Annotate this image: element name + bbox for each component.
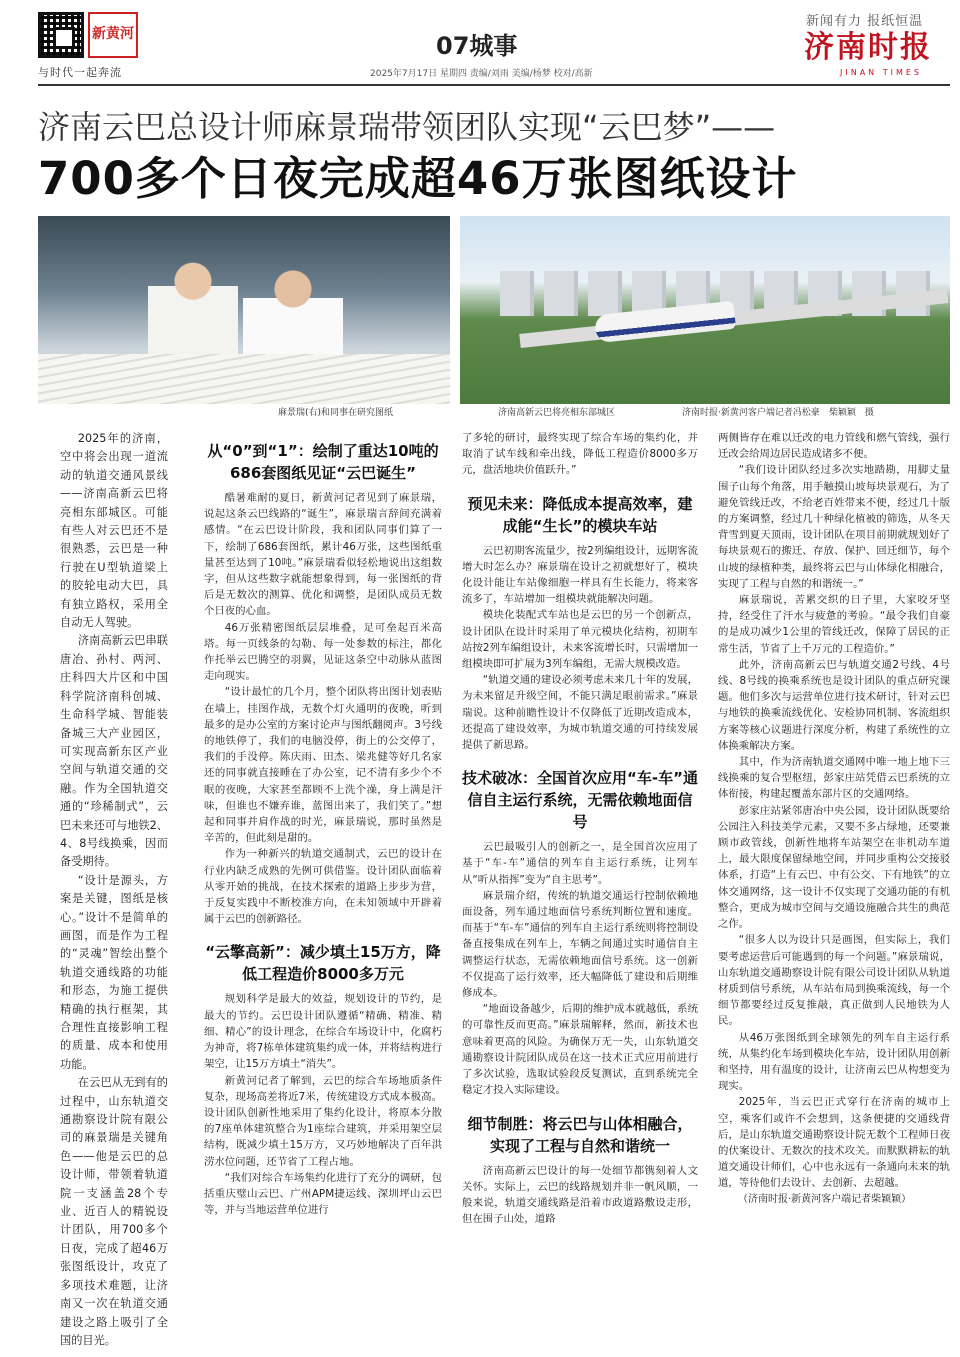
article-column-3 [462, 430, 698, 1227]
paragraph: 云巴初期客流量少，按2列编组设计，远期客流增大时怎么办？麻景瑞在设计之初就想好了，模块化设计能让车站像细胞一样具有生长能力，将来客流多了，车站增加一组模块就能解决问题。 [462, 544, 698, 606]
issue-meta: 2025年7月17日 星期四 责编/刘雨 美编/杨梦 校对/高新 [370, 69, 593, 79]
paragraph: 彭家庄站紧邻唐冶中央公园，设计团队既要给公园注入科技美学元素，又要不多占绿地，还要兼顾市政管线，创新性地将车站架空在非机动车道上，最大限度保留绿地空间，并同步重构公交接驳体系，打造“上有云巴、中有公交、下有地铁”的立体交通网络，这一设计不仅实现了交通功能的有机整合，更成为城市空间与交通设施融合共生的典范之作。 [718, 804, 950, 931]
paragraph: 从46万张图纸到全球领先的列车自主运行系统，从集约化车场到模块化车站，设计团队用创新和坚持，用有温度的设计，让济南云巴从构想变为现实。 [718, 1031, 950, 1093]
photo-skyrail [460, 216, 950, 404]
subheading: 技术破冰：全国首次应用“车-车”通信自主运行系统，无需依赖地面信号 [462, 769, 698, 832]
paragraph: “设计是源头，方案是关键，图纸是核心。”设计不是简单的画图，而是作为工程的“灵魂”智绘出整个轨道交通线路的功能和形态，为施工提供精确的执行框架，其合理性直接影响工程的质量、成本和使用功能。 [60, 873, 168, 1071]
paragraph: “设计最忙的几个月，整个团队将出图计划表贴在墙上，挂图作战，无数个灯火通明的夜晚，听到最多的是办公室的方案讨论声与图纸翻阅声。3号线的地铁停了，我们的电脑没停，街上的公交停了，我们的手没停。陈庆雨、田杰、梁兆健等好几名家还的同事就直接睡在了办公室，记不清有多少个不眠的夜晚，大家甚至都顾不上洗个澡，身上满是汗味，但谁也不嫌弃谁，蓝图出来了，我们笑了。”想起和同事并肩作战的时光，麻景瑞说，那时虽然是辛苦的，但此刻是甜的。 [204, 686, 442, 845]
app-logo: 新黄河 [88, 12, 138, 58]
paragraph: 2025年的济南，空中将会出现一道流动的轨道交通风景线——济南高新云巴将亮相东部城区。可能有些人对云巴还不是很熟悉，云巴是一种行驶在U型轨道梁上的胶轮电动大巴，具有独立路权，采用全自动无人驾驶。 [60, 432, 168, 630]
paragraph: “我们设计团队经过多次实地踏勘，用脚丈量围子山每个角落，用手触摸山坡每块景观石，为了避免管线迁改，不给老百姓带来不便，经过几十版的方案调整，经过几十种绿化植被的筛选，从冬天背雪到夏天顶雨，设计团队在项目前期就规划好了每块景观石的搬迁、存放、保护、回迁细节，每个山坡的绿植种类，最终将云巴与山体绿化相融合，实现了工程与自然的和谐统一。” [718, 464, 950, 590]
paragraph: 此外，济南高新云巴与轨道交通2号线、4号线、8号线的换乘系统也是设计团队的重点研究课题。他们多次与运营单位进行技术研讨，针对云巴与地铁的换乘流线优化、安检协同机制、客流组织方案等核心议题进行深度分析，构建了系统性的立体换乘解决方案。 [718, 658, 950, 752]
paragraph: 麻景瑞说，苦累交织的日子里，大家咬牙坚持，经受住了汗水与疲惫的考验。“最令我们自豪的是成功减少1公里的管线迁改，保障了居民的正常生活，节省了上千万元的工程造价。” [718, 594, 950, 655]
qr-code-icon[interactable] [38, 12, 84, 58]
paragraph: 规划科学是最大的效益，规划设计的节约，是最大的节约。云巴设计团队遵循“精确、精准、精细、精心”的设计理念，在综合车场设计中，化腐朽为神奇，将7栋单体建筑集约成一体，并将结构进行架空，让15万方填土“消失”。 [204, 993, 442, 1071]
article-headline: 700多个日夜完成超46万张图纸设计 [38, 152, 798, 205]
photo-caption-2: 济南高新云巴将亮相东部城区 [498, 408, 616, 418]
paragraph: 酷暑难耐的夏日，新黄河记者见到了麻景瑞，说起这条云巴线路的“诞生”，麻景瑞言辞间充满着感情。“在云巴设计阶段，我和团队同事们算了一下，绘制了686套图纸，累计46万张，这些图纸重量甚至达到了10吨。”麻景瑞看似轻松地说出这组数字，但从这些数字就能想象得到，每一张图纸的背后是无数次的测算、优化和调整，是团队成员无数个日夜的心血。 [204, 492, 442, 618]
paragraph: “轨道交通的建设必须考虑未来几十年的发展，为未来留足升级空间，不能只满足眼前需求。”麻景瑞说。这种前瞻性设计不仅降低了近期改造成本，还提高了建设效率，为城市轨道交通的可持续发展提供了新思路。 [462, 674, 698, 752]
article-kicker: 济南云巴总设计师麻景瑞带领团队实现“云巴梦”—— [38, 108, 776, 146]
article-column-4 [718, 430, 950, 1208]
paragraph: 其中，作为济南轨道交通网中唯一地上地下三线换乘的复合型枢纽，彭家庄站凭借云巴系统的立体衔接，构建起覆盖东部片区的交通网络。 [718, 756, 950, 801]
paragraph: “地面设备越少，后期的维护成本就越低，系统的可靠性反而更高。”麻景瑞解释，然而，新技术也意味着更高的风险。为确保万无一失，山东轨道交通勘察设计院团队成员在这一技术正式应用前进行了多次试验，选取试验段反复测试，直到系统完全稳定才投入实际建设。 [462, 1003, 698, 1097]
photo-caption-1: 麻景瑞(右)和同事在研究图纸 [278, 408, 394, 418]
paragraph: 济南高新云巴串联唐冶、孙村、两河、庄科四大片区和中国科学院济南科创城、生命科学城、智能装备城三大产业园区，可实现高新东区产业空间与轨道交通的交融。作为全国轨道交通的“珍稀制式”，云巴未来还可与地铁2、4、8号线换乘，因而备受期待。 [60, 634, 168, 869]
paragraph: 在云巴从无到有的过程中，山东轨道交通勘察设计院有限公司的麻景瑞是关键角色——他是云巴的总设计师，带领着轨道院一支涵盖28个专业、近百人的精锐设计团队，用700多个日夜，完成了超46万张图纸设计，攻克了多项技术难题，让济南又一次在轨道交通建设之路上吸引了全国的目光。 [60, 1076, 168, 1347]
paragraph: 2025年，当云巴正式穿行在济南的城市上空，乘客们或许不会想到，这条便捷的交通线背后，是山东轨道交通勘察设计院无数个工程师日夜的伏案设计、无数次的技术攻关。而默默耕耘的轨道交通设计师们，心中也永远有一条通向未来的轨道，等待他们去设计、去创新、去超越。 [718, 1096, 950, 1190]
subheading: “云擎高新”：减少填土15万方，降低工程造价8000多万元 [205, 943, 441, 984]
article-byline: （济南时报·新黄河客户端记者柴颖颖） [738, 1193, 912, 1205]
subheading: 从“0”到“1”：绘制了重达10吨的686套图纸见证“云巴诞生” [207, 442, 439, 482]
subheading: 细节制胜：将云巴与山体相融合，实现了工程与自然和谐统一 [467, 1114, 693, 1155]
article-column-2 [204, 436, 442, 1218]
paragraph: 云巴最吸引人的创新之一，是全国首次应用了基于“车-车”通信的列车自主运行系统，让列车从“听从指挥”变为“自主思考”。 [462, 841, 698, 886]
newspaper-logo-en: JINAN TIMES [840, 68, 922, 77]
photo-designers [38, 216, 450, 404]
section-title: 07城事 [436, 32, 518, 60]
paragraph: 两侧皆存在难以迁改的电力管线和燃气管线，强行迁改会给周边居民造成诸多不便。 [718, 432, 950, 461]
paragraph: “很多人以为设计只是画图，但实际上，我们要考虑运营后可能遇到的每一个问题。”麻景瑞说，山东轨道交通勘察设计院有限公司设计团队从轨道材质到信号系统，从车站布局到换乘流线，每一个细节都要经过反复推敲，真正做到人民地铁为人民。 [718, 934, 950, 1028]
photo-drawings [38, 354, 450, 404]
paragraph: 济南高新云巴设计的每一处细节都镌刻着人文关怀。实际上，云巴的线路规划并非一帆风顺，一般来说，轨道交通线路是沿着市政道路敷设走形，但在围子山处，道路 [462, 1164, 698, 1226]
paragraph: “我们对综合车场集约化进行了充分的调研，包括重庆璧山云巴、广州APM捷运线、深圳坪山云巴等，并与当地运营单位进行 [204, 1171, 442, 1217]
paragraph: 作为一种新兴的轨道交通制式，云巴的设计在行业内缺乏成熟的先例可供借鉴。设计团队面临着从零开始的挑战，在技术探索的道路上步步为营，于反复实践中不断校准方向，在未知领域中开辟着属于云巴的创新路径。 [204, 848, 442, 926]
masthead [0, 0, 960, 92]
subheading: 预见未来：降低成本提高效率，建成能“生长”的模块车站 [467, 494, 693, 535]
paragraph: 模块化装配式车站也是云巴的另一个创新点，设计团队在设计时采用了单元模块化结构，初期车站按2列车编组设计，未来客流增长时，只需增加一组模块即可扩展为3列车编组，无需大规模改造。 [462, 609, 698, 671]
paragraph: 46万张精密图纸层层堆叠，足可垒起百米高塔。每一页线条的勾勒、每一处参数的标注，都化作托举云巴腾空的羽翼，见证这条空中动脉从蓝图走向现实。 [204, 621, 442, 683]
paragraph: 了多轮的研讨，最终实现了综合车场的集约化，并取消了试车线和牵出线，降低工程造价8000多万元，盘活地块价值跃升。” [462, 432, 698, 477]
masthead-divider [38, 84, 950, 86]
newspaper-logo: 济南时报 [804, 30, 932, 65]
slogan-right: 新闻有力 报纸恒温 [806, 14, 924, 29]
paragraph: 新黄河记者了解到，云巴的综合车场地质条件复杂，现场高差将近7米，传统建设方式成本极高。设计团队创新性地采用了集约化设计，将原本分散的7座单体建筑整合为1座综合建筑，并采用架空层结构，既减少填土15万方，又巧妙地解决了百年洪涝水位问题，还节省了工程占地。 [204, 1074, 442, 1168]
slogan-left: 与时代一起奔流 [38, 66, 122, 79]
photo-credit: 济南时报·新黄河客户端记者冯松豪 柴颖颖 摄 [682, 408, 874, 418]
article-column-1 [60, 430, 168, 1350]
paragraph: 麻景瑞介绍，传统的轨道交通运行控制依赖地面设备，列车通过地面信号系统判断位置和速度。而基于“车-车”通信的列车自主运行系统则将控制设备直接集成在列车上，车辆之间通过实时通信自主调整运行状态，无需依赖地面信号系统。这一创新不仅提高了运行效率，还大幅降低了建设和后期维修成本。 [462, 889, 698, 1000]
